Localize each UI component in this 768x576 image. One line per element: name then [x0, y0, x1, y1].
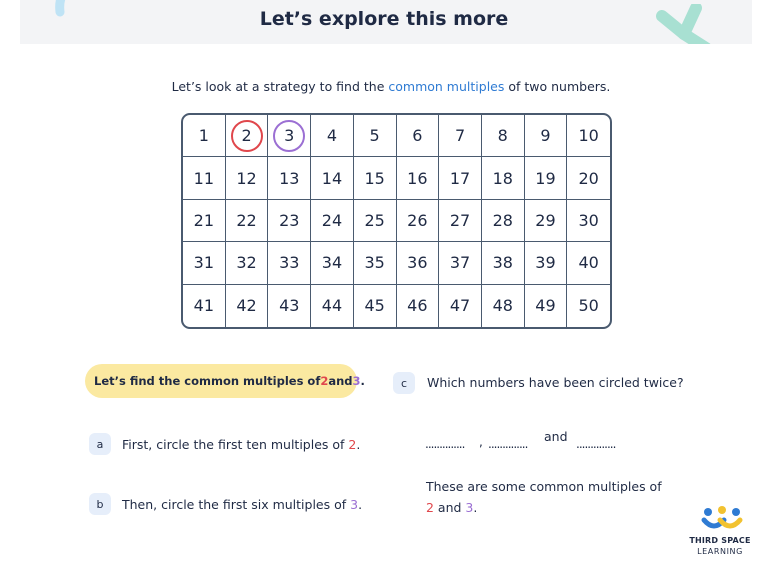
- grid-number: 36: [407, 253, 428, 273]
- badge-c: c: [393, 372, 415, 394]
- grid-number: 37: [449, 253, 471, 273]
- grid-cell[interactable]: [311, 115, 354, 157]
- grid-number: 27: [449, 210, 471, 230]
- grid-number: 13: [279, 168, 300, 188]
- grid-cell[interactable]: [567, 115, 610, 157]
- task-pill: [85, 364, 365, 398]
- grid-cell[interactable]: [482, 285, 525, 327]
- grid-cell[interactable]: [268, 115, 311, 157]
- grid-number: 7: [454, 126, 466, 146]
- pill-text-mid: and: [328, 374, 353, 388]
- grid-cell[interactable]: [311, 285, 354, 327]
- grid-cell[interactable]: [311, 200, 354, 242]
- grid-number: 15: [364, 168, 385, 188]
- grid-cell[interactable]: [397, 157, 440, 199]
- grid-number: 28: [492, 210, 513, 230]
- grid-number: 9: [540, 126, 551, 146]
- logo-mark-icon: [700, 506, 744, 532]
- grid-number: 49: [535, 296, 556, 316]
- grid-cell[interactable]: [439, 115, 482, 157]
- task-b-text: [122, 497, 362, 512]
- task-b-label: Then, circle the first six multiples of: [122, 497, 351, 512]
- grid-number: 48: [492, 296, 513, 316]
- grid-cell[interactable]: [311, 242, 354, 284]
- closing-line-2: [426, 497, 716, 518]
- page-title: Let’s explore this more: [259, 8, 509, 30]
- grid-cell[interactable]: [354, 200, 397, 242]
- grid-number: 41: [193, 296, 215, 316]
- grid-number: 42: [236, 296, 257, 316]
- grid-number: 23: [279, 210, 300, 230]
- grid-cell[interactable]: [525, 115, 568, 157]
- third-space-learning-logo: [680, 506, 760, 562]
- closing-line-1: These are some common multiples of: [426, 479, 662, 494]
- pill-text-end: .: [360, 374, 365, 388]
- grid-number: 47: [449, 296, 471, 316]
- grid-cell[interactable]: [439, 157, 482, 199]
- answer-comma: ,: [479, 435, 483, 449]
- grid-cell[interactable]: [482, 200, 525, 242]
- pill-text-start: Let’s find the common multiples of: [94, 374, 321, 388]
- intro-text-start: Let’s look at a strategy to find the: [171, 79, 389, 94]
- intro-text-end: of two numbers.: [504, 79, 611, 94]
- grid-cell[interactable]: [183, 157, 226, 199]
- grid-cell[interactable]: [354, 242, 397, 284]
- grid-number: 44: [321, 296, 343, 316]
- grid-number: 33: [279, 253, 300, 273]
- grid-number: 39: [535, 253, 556, 273]
- intro-sentence: [0, 79, 768, 94]
- grid-cell[interactable]: [439, 200, 482, 242]
- grid-number: 2: [241, 126, 252, 146]
- hundred-grid: [181, 113, 612, 329]
- grid-cell[interactable]: [482, 115, 525, 157]
- grid-number: 40: [578, 253, 599, 273]
- grid-cell[interactable]: [268, 200, 311, 242]
- grid-cell[interactable]: [268, 157, 311, 199]
- grid-number: 17: [449, 168, 471, 188]
- grid-number: 4: [326, 126, 338, 146]
- grid-cell[interactable]: [482, 157, 525, 199]
- grid-number: 21: [193, 210, 215, 230]
- grid-cell[interactable]: [397, 242, 440, 284]
- task-c-question: Which numbers have been circled twice?: [427, 375, 684, 390]
- intro-highlight: common multiples: [388, 79, 505, 94]
- grid-number: 5: [369, 126, 380, 146]
- grid-number: 1: [198, 126, 209, 146]
- grid-cell[interactable]: [439, 285, 482, 327]
- grid-number: 10: [578, 126, 599, 146]
- grid-cell[interactable]: [226, 285, 269, 327]
- task-b-end: .: [358, 497, 363, 512]
- task-b-number: 3: [350, 497, 359, 512]
- grid-cell[interactable]: [397, 115, 440, 157]
- grid-number: 6: [412, 126, 423, 146]
- task-a-end: .: [356, 437, 361, 452]
- grid-number: 32: [236, 253, 257, 273]
- grid-number: 3: [284, 126, 295, 146]
- grid-number: 34: [321, 253, 343, 273]
- task-a-label: First, circle the first ten multiples of: [122, 437, 349, 452]
- closing-number-2: 2: [426, 500, 434, 515]
- grid-number: 30: [578, 210, 599, 230]
- pill-number-2: 2: [320, 374, 329, 388]
- closing-number-3: 3: [465, 500, 474, 515]
- grid-cell[interactable]: [268, 242, 311, 284]
- grid-number: 18: [492, 168, 513, 188]
- grid-number: 46: [407, 296, 428, 316]
- grid-cell[interactable]: [226, 157, 269, 199]
- grid-number: 12: [236, 168, 257, 188]
- grid-cell[interactable]: [525, 200, 568, 242]
- badge-a: a: [89, 433, 111, 455]
- grid-number: 20: [578, 168, 599, 188]
- closing-end: .: [473, 500, 478, 515]
- grid-number: 8: [497, 126, 508, 146]
- grid-cell[interactable]: [354, 285, 397, 327]
- grid-number: 45: [364, 296, 385, 316]
- pill-number-3: 3: [352, 374, 361, 388]
- grid-cell[interactable]: [183, 115, 226, 157]
- answer-blank-2[interactable]: ..............: [488, 437, 528, 451]
- grid-number: 11: [193, 168, 215, 188]
- answer-blank-1[interactable]: ..............: [425, 437, 465, 451]
- grid-cell[interactable]: [183, 200, 226, 242]
- grid-number: 16: [407, 168, 428, 188]
- grid-cell[interactable]: [567, 200, 610, 242]
- answer-and: and: [544, 429, 568, 444]
- grid-cell[interactable]: [311, 157, 354, 199]
- grid-cell[interactable]: [354, 115, 397, 157]
- grid-cell[interactable]: [183, 285, 226, 327]
- grid-number: 50: [578, 296, 599, 316]
- grid-number: 26: [407, 210, 428, 230]
- grid-number: 31: [193, 253, 215, 273]
- logo-text-line1: THIRD SPACE: [689, 536, 751, 545]
- grid-number: 29: [535, 210, 556, 230]
- closing-statement: [426, 476, 716, 518]
- badge-b: b: [89, 493, 111, 515]
- grid-number: 24: [321, 210, 343, 230]
- grid-cell[interactable]: [482, 242, 525, 284]
- answer-blank-3[interactable]: ..............: [576, 437, 616, 451]
- grid-cell[interactable]: [397, 200, 440, 242]
- grid-cell[interactable]: [567, 157, 610, 199]
- logo-text-line2: LEARNING: [697, 547, 743, 556]
- grid-cell[interactable]: [397, 285, 440, 327]
- grid-number: 38: [492, 253, 513, 273]
- task-a-number: 2: [348, 437, 357, 452]
- grid-cell[interactable]: [354, 157, 397, 199]
- grid-cell[interactable]: [183, 242, 226, 284]
- grid-cell[interactable]: [226, 115, 269, 157]
- grid-number: 43: [279, 296, 300, 316]
- grid-cell[interactable]: [226, 200, 269, 242]
- grid-cell[interactable]: [567, 242, 610, 284]
- grid-cell[interactable]: [226, 242, 269, 284]
- grid-number: 35: [364, 253, 385, 273]
- grid-cell[interactable]: [525, 157, 568, 199]
- grid-cell[interactable]: [525, 285, 568, 327]
- grid-number: 19: [535, 168, 556, 188]
- closing-and: and: [433, 500, 466, 515]
- grid-number: 22: [236, 210, 257, 230]
- grid-cell[interactable]: [525, 242, 568, 284]
- task-a-text: [122, 437, 360, 452]
- grid-cell[interactable]: [567, 285, 610, 327]
- grid-cell[interactable]: [268, 285, 311, 327]
- grid-number: 14: [321, 168, 343, 188]
- grid-number: 25: [364, 210, 385, 230]
- grid-cell[interactable]: [439, 242, 482, 284]
